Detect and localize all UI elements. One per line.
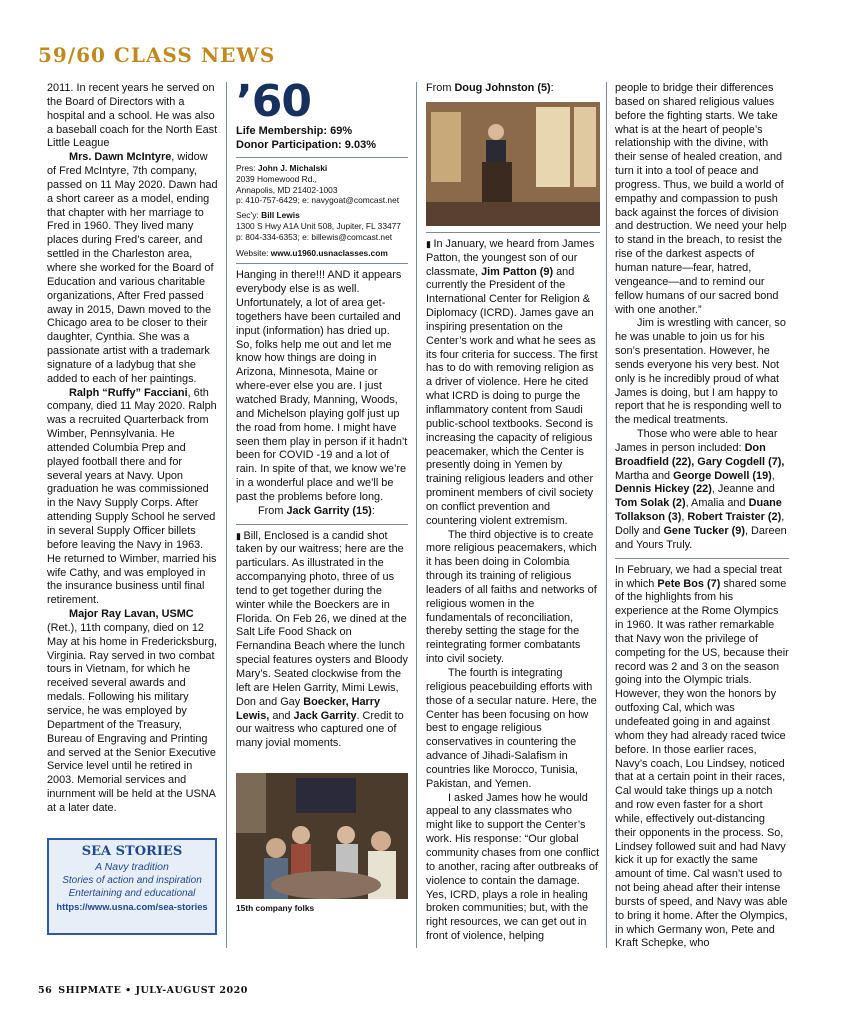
sea-stories-box bbox=[47, 838, 217, 935]
column-divider bbox=[416, 82, 417, 948]
col3-paragraph-3: The fourth is integrating religious peacebuilding efforts with those of a secular nature. Here, the Center has been focusing on how best to engage religious conservatives in countering the advance of Jihadi-Salafism in countries like Morocco, Tunisia, Pakistan, and Yemen. bbox=[426, 667, 597, 790]
page-number: 56 bbox=[38, 985, 53, 996]
sea-stories-title: SEA STORIES bbox=[81, 844, 183, 859]
obituary-name: Major Ray Lavan, USMC bbox=[69, 608, 194, 621]
column-divider bbox=[226, 82, 227, 948]
column-3 bbox=[426, 82, 600, 944]
col2-paragraph-2: ▮ Bill, Enclosed is a candid shot taken by our waitress; here are the particulars. As illustrated in the accompanying photo, three of us tend to get together during the winter while the Boeckers are in Florida. On Feb 26, we dined at the Salt Life Food Shack on Fernandina Beach where the lunch special features oysters and Bloody Mary’s. Seated clockwise from the left are Helen Garrity, Mimi Lewis, Don and Gay Boecker, Harry Lewis, and Jack Garrity. Credit to our waitress who captured one of many jovial moments. bbox=[236, 529, 408, 750]
section-header: 59/60 CLASS NEWS bbox=[38, 43, 276, 67]
camera-icon: ▮ bbox=[236, 530, 244, 541]
obituary-name: Mrs. Dawn McIntyre bbox=[69, 151, 172, 164]
col4-paragraph-4: In February, we had a special treat in which Pete Bos (7) shared some of the highlights from his experience at the Rome Olympics in 1960. It was rather remarkable that Navy won the privilege of competing for the US, because their record was 2 and 3 on the season going into the Olympic trials. However, they won the honors by outfoxing Cal, which was undefeated going in and against whom they had already raced twice before. In those earlier races, Navy’s coach, Lou Lindsey, noticed that at a certain point in their races, Cal would take things up a notch and row even faster for a short while, effectively out-distancing their opponents in the process. So, Lindsey followed suit and had Navy kick it up for exactly the same amount of time. Cal wasn’t used to not being ahead after their intense bursts of speed, and Navy was able to bring it home. After the Olympics, in which Germany won, Pete and Kraft Schepke, who bbox=[615, 563, 789, 950]
presentation-photo bbox=[426, 102, 600, 226]
col3-paragraph-1: ▮ In January, we heard from James Patton, the youngest son of our classmate, Jim Patton (9) and currently the President of the International Center for Religion & Diplomacy (ICRD). James gave an inspiring presentation on the Center’s work and what he sees as its four criteria for success. The first has to do with removing religion as a driver of violence. Here he cited what ICRD is doing to purge the inflammatory content from Saudi public-school textbooks. Second is increasing the capacity of religious peacemaker, which the Center is presently doing in Yemen by training religious leaders and other prominent members of civil society on conflict prevention and countering violent extremism. bbox=[426, 237, 598, 527]
publication-name: SHIPMATE • JULY-AUGUST 2020 bbox=[58, 985, 248, 996]
col4-paragraph-1: people to bridge their differences based on shared religious values before the fighting starts. We take what is at the heart of people’s relationship with the divine, with their sense of healed creation, and turn it into a tool of peace and progress. Thus, we build a world of empathy and compassion to push back against the forces of division and destruction. We need your help to stand in the breach, to resist the rise of the darkest aspects of human nature—fear, hatred, vengeance—and to remind our fellow humans of our sacred bond with one another.” bbox=[615, 82, 787, 316]
column-divider bbox=[606, 82, 607, 948]
col3-paragraph-2: The third objective is to create more religious peacemakers, which it has been doing in Colombia through its training of religious leaders of all faiths and networks of religious women in the fundamentals of reconciliation, thereby setting the stage for the reintegrating former combatants into civil society. bbox=[426, 528, 597, 666]
divider bbox=[615, 558, 789, 559]
website-info: Website: www.u1960.usnaclasses.com bbox=[236, 247, 388, 258]
divider bbox=[236, 263, 408, 264]
dinner-photo bbox=[236, 773, 408, 899]
secretary-info: Sec’y: Bill Lewis 1300 S Hwy A1A Unit 508, Jupiter, FL 33477 p: 804-334-6353; e: billewis@comcast.net bbox=[236, 210, 401, 242]
col2-paragraph-1: Hanging in there!!! AND it appears everybody else is as well. Unfortunately, a lot of area get-togethers have been curtailed and input (information) has dried up. So, folks help me out and let me know how things are doing in Arizona, Minnesota, Maine or where-ever else you are. I just watched Brady, Manning, Woods, and Michelson playing golf just up the road from home. I might have seen them play in person if it hadn’t been for COVID -19 and a lot of rain. In spite of that, we know we’re in a wonderful place and we’ll be past the problems before long. bbox=[236, 269, 408, 503]
presentation-photo-illustration bbox=[426, 102, 600, 226]
column-4 bbox=[615, 82, 789, 951]
sea-stories-subtitle: A Navy tradition bbox=[95, 861, 169, 873]
life-membership: Life Membership: 69% bbox=[236, 125, 353, 137]
class-year-heading: ’60 bbox=[236, 76, 311, 127]
sea-stories-line-2: Entertaining and educational bbox=[68, 888, 196, 899]
obituary-name: Ralph “Ruffy” Facciani bbox=[69, 386, 188, 399]
col1-paragraph-2: Mrs. Dawn McIntyre, widow of Fred McIntyre, 7th company, passed on 11 May 2020. Dawn had a short career as a model, ending that chapter with her marriage to Fred in 1960. They lived many places during Fred’s career, and settled in the Charleston area, where she worked for the Board of Education and various charitable organizations, After Fred passed away in 2015, Dawn moved to the Chicago area to be closer to their daughter, Cynthia. She was a passionate artist with a trademark signature of a ladybug that she added to each of her paintings. bbox=[47, 151, 218, 385]
col4-paragraph-2: Jim is wrestling with cancer, so he was unable to join us for his son’s presentation. However, he sends everyone his very best. Not only is he incredibly proud of what James is doing, but I am happy to report that he is responding well to the medical treatments. bbox=[615, 317, 786, 427]
col2-from-line: From Jack Garrity (15): bbox=[258, 504, 375, 517]
dinner-photo-illustration bbox=[236, 773, 408, 899]
col1-paragraph-4: Major Ray Lavan, USMC (Ret.), 11th company, died on 12 May at his home in Fredericksburg, Virginia. Ray served in two combat tours in Vietnam, for which he received several awards and medals. Following his military service, he was employed by Department of the Treasury, Bureau of Engraving and Printing and served at the Senior Executive Service level until he retired in 2003. Memorial services and inurnment will be held at the USNA at a later date. bbox=[47, 608, 218, 814]
sea-stories-line-1: Stories of action and inspiration bbox=[62, 875, 202, 886]
divider bbox=[236, 157, 408, 158]
col1-paragraph-3: Ralph “Ruffy” Facciani, 6th company, died 11 May 2020. Ralph was a recruited Quarterback from Wimber, Pennsylvania. He attended Columbia Prep and played football there and for several years at Navy. Upon graduation he was commissioned in the Navy Supply Corps. After attending Supply School he served in several Supply Officer billets before leaving the Navy in 1963. He returned to Wimber, married his wife Cathy, and was employed in the insurance business until final retirement. bbox=[47, 386, 217, 607]
column-2 bbox=[236, 76, 408, 751]
website-link[interactable]: www.u1960.usnaclasses.com bbox=[270, 247, 388, 258]
donor-participation: Donor Participation: 9.03% bbox=[236, 139, 376, 151]
col4-paragraph-3: Those who were able to hear James in person included: Don Broadfield (22), Gary Cogdell (7), Martha and George Dowell (19), Dennis Hickey (22), Jeanne and Tom Solak (2), Amalia and Duane Tollakson (3), Robert Traister (2), Dolly and Gene Tucker (9), Dareen and Yours Truly. bbox=[615, 428, 787, 551]
page-footer bbox=[38, 985, 248, 996]
sea-stories-link[interactable]: https://www.usna.com/sea-stories bbox=[56, 901, 208, 912]
camera-icon: ▮ bbox=[426, 238, 434, 249]
president-info: Pres: John J. Michalski 2039 Homewood Rd., Annapolis, MD 21402-1003 p: 410-757-6429; e: navygoat@comcast.net bbox=[236, 163, 400, 206]
col3-paragraph-4: I asked James how he would appeal to any classmates who might like to support the Center’s work. His response: “Our global community chases from one conflict to another, racing after outbreaks of violence to contain the damage. Yes, ICRD, plays a role in healing broken communities; but, with the right resources, we can get out in front of violence, helping bbox=[426, 791, 600, 943]
col3-from-line: From Doug Johnston (5): bbox=[426, 82, 554, 94]
photo-caption: 15th company folks bbox=[236, 903, 315, 913]
divider bbox=[426, 232, 600, 233]
col1-paragraph-1: 2011. In recent years he served on the Board of Directors with a hospital and a school. He was also a baseball coach for the North East Little League bbox=[47, 82, 218, 150]
column-1 bbox=[47, 82, 219, 816]
divider bbox=[236, 524, 408, 525]
